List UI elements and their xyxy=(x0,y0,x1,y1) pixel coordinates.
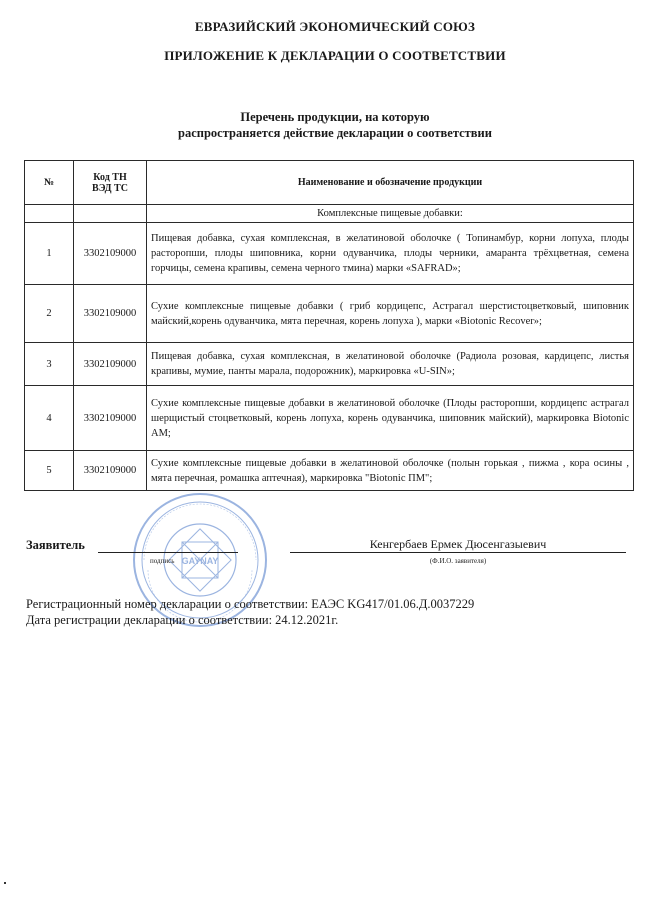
row-num: 4 xyxy=(25,386,74,451)
registration-date: Дата регистрации декларации о соответствии: 24.12.2021г. xyxy=(26,613,339,627)
row-num: 1 xyxy=(25,223,74,285)
row-num: 3 xyxy=(25,343,74,386)
row-name: Сухие комплексные пищевые добавки ( гриб кордицепс, Астрагал шерстистоцветковый, шиповник майский,корень одуванчика, мята перечная, корень лопуха ), марки «Biotonic Recover»; xyxy=(147,285,634,343)
category-empty-num xyxy=(25,205,74,223)
col-header-code-line2: ВЭД ТС xyxy=(92,182,128,194)
table-row xyxy=(25,285,634,343)
row-code: 3302109000 xyxy=(74,451,147,491)
applicant-label: Заявитель xyxy=(26,538,85,552)
row-name: Сухие комплексные пищевые добавки в желатиновой оболочке (полын горькая , пижма , кора осины , мята перечная, ромашка аптечная), маркировка "Biotonic ПМ"; xyxy=(147,451,634,491)
row-num: 5 xyxy=(25,451,74,491)
row-code: 3302109000 xyxy=(74,285,147,343)
table-header-row xyxy=(25,161,634,205)
appendix-title: ПРИЛОЖЕНИЕ К ДЕКЛАРАЦИИ О СООТВЕТСТВИИ xyxy=(164,48,506,63)
row-code: 3302109000 xyxy=(74,386,147,451)
row-name: Пищевая добавка, сухая комплексная, в желатиновой оболочке (Радиола розовая, кардицепс, листья крапивы, мумие, панты марала, подорожник), маркировка «U-SIN»; xyxy=(147,343,634,386)
list-title-line1: Перечень продукции, на которую xyxy=(240,110,430,124)
name-line xyxy=(290,552,626,553)
col-header-num: № xyxy=(25,161,74,205)
category-empty-code xyxy=(74,205,147,223)
table-row xyxy=(25,223,634,285)
category-row xyxy=(25,205,634,223)
list-title xyxy=(0,109,670,141)
table-row xyxy=(25,343,634,386)
union-title: ЕВРАЗИЙСКИЙ ЭКОНОМИЧЕСКИЙ СОЮЗ xyxy=(194,19,476,34)
row-name: Сухие комплексные пищевые добавки в желатиновой оболочке (Плоды расторопши, кордицепс астрагал шерщистый стоцветковый, корень лопуха, корень одуванчика, шиповник майский), маркировка Biotonic AM; xyxy=(147,386,634,451)
stamp-inner-text: GAYNAY xyxy=(181,556,219,566)
row-num: 2 xyxy=(25,285,74,343)
row-code: 3302109000 xyxy=(74,343,147,386)
row-code: 3302109000 xyxy=(74,223,147,285)
list-title-line2: распространяется действие декларации о соответствии xyxy=(178,126,492,140)
fio-caption: (Ф.И.О. заявителя) xyxy=(429,557,487,565)
table-row xyxy=(25,386,634,451)
scan-speck xyxy=(4,882,6,884)
registration-number: Регистрационный номер декларации о соответствии: ЕАЭС KG417/01.06.Д.0037229 xyxy=(26,597,475,611)
col-header-code xyxy=(74,161,147,205)
products-table xyxy=(24,160,634,491)
table-row xyxy=(25,451,634,491)
row-name: Пищевая добавка, сухая комплексная, в желатиновой оболочке ( Топинамбур, корни лопуха, плоды расторопши, плоды шиповника, корни одуванчика, плоды черники, амаранта трёхцветная, семена горчицы, семена крапивы, семена черного тмина) марки «SAFRAD»; xyxy=(147,223,634,285)
col-header-code-line1: Код ТН xyxy=(93,171,127,183)
signature-caption: подпись xyxy=(150,557,175,565)
category-label: Комплексные пищевые добавки: xyxy=(147,205,634,223)
applicant-name: Кенгербаев Ермек Дюсенгазыевич xyxy=(369,537,547,551)
signature-line xyxy=(98,552,238,553)
col-header-name: Наименование и обозначение продукции xyxy=(147,161,634,205)
